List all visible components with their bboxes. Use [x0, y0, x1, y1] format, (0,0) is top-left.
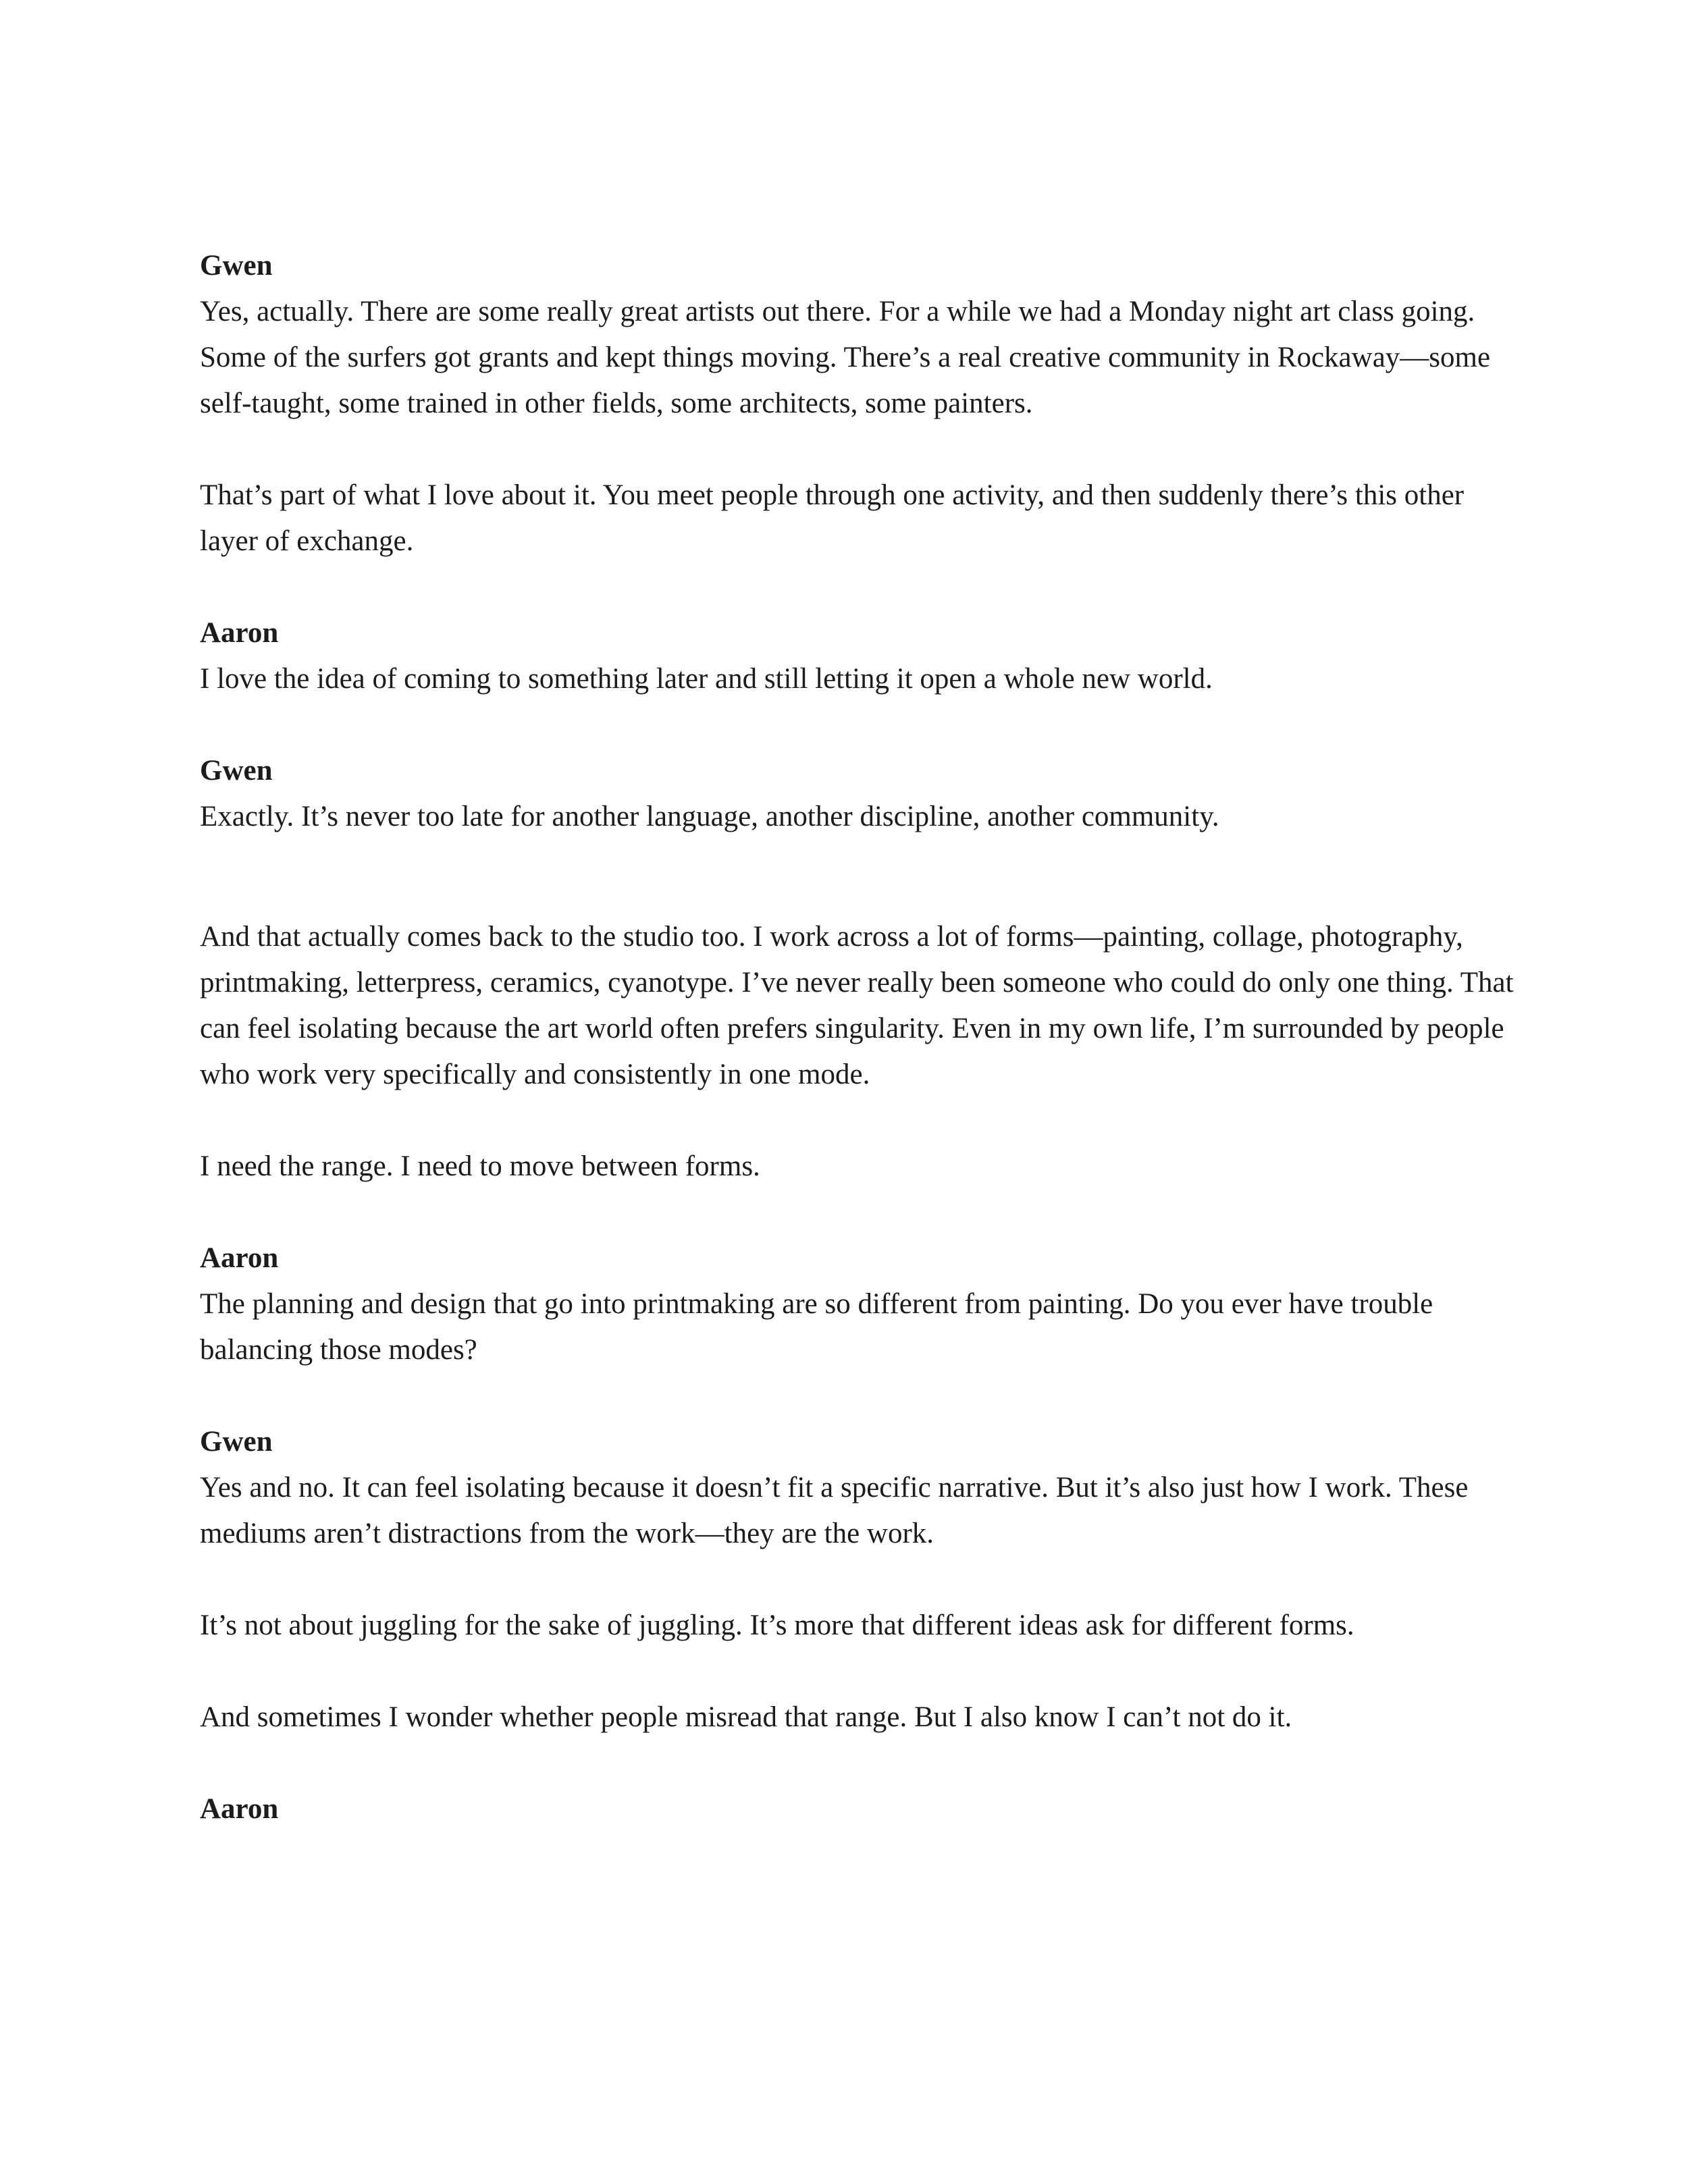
paragraph: And sometimes I wonder whether people misread that range. But I also know I can’t not do it.	[200, 1701, 1292, 1733]
paragraph: The planning and design that go into printmaking are so different from painting. Do you ever have trouble balancing those modes?	[200, 1288, 1433, 1366]
speaker-name: Gwen	[200, 755, 273, 787]
paragraph: And that actually comes back to the studio too. I work across a lot of forms—painting, collage, photography, printmaking, letterpress, ceramics, cyanotype. I’ve never really been someone who could do only one thing. That can feel isolating because the art world often prefers singularity. Even in my own life, I’m surrounded by people who work very specifically and consistently in one mode.	[200, 921, 1514, 1090]
document-page	[200, 243, 1523, 1832]
speaker-name: Aaron	[200, 1793, 279, 1825]
speaker-name: Gwen	[200, 250, 273, 282]
speaker-name: Aaron	[200, 1242, 279, 1274]
paragraph: I love the idea of coming to something later and still letting it open a whole new world.	[200, 663, 1213, 695]
paragraph: Exactly. It’s never too late for another language, another discipline, another community.	[200, 801, 1219, 832]
paragraph: It’s not about juggling for the sake of juggling. It’s more that different ideas ask for different forms.	[200, 1609, 1354, 1641]
paragraph: Yes and no. It can feel isolating because it doesn’t fit a specific narrative. But it’s also just how I work. These mediums aren’t distractions from the work—they are the work.	[200, 1472, 1469, 1549]
speaker-name: Gwen	[200, 1426, 273, 1458]
paragraph: Yes, actually. There are some really great artists out there. For a while we had a Monday night art class going. Some of the surfers got grants and kept things moving. There’s a real creative community in Rockaway—some self-taught, some trained in other fields, some architects, some painters.	[200, 296, 1491, 419]
paragraph: I need the range. I need to move between forms.	[200, 1150, 760, 1182]
paragraph: That’s part of what I love about it. You meet people through one activity, and then suddenly there’s this other layer of exchange.	[200, 479, 1465, 557]
speaker-name: Aaron	[200, 617, 279, 649]
